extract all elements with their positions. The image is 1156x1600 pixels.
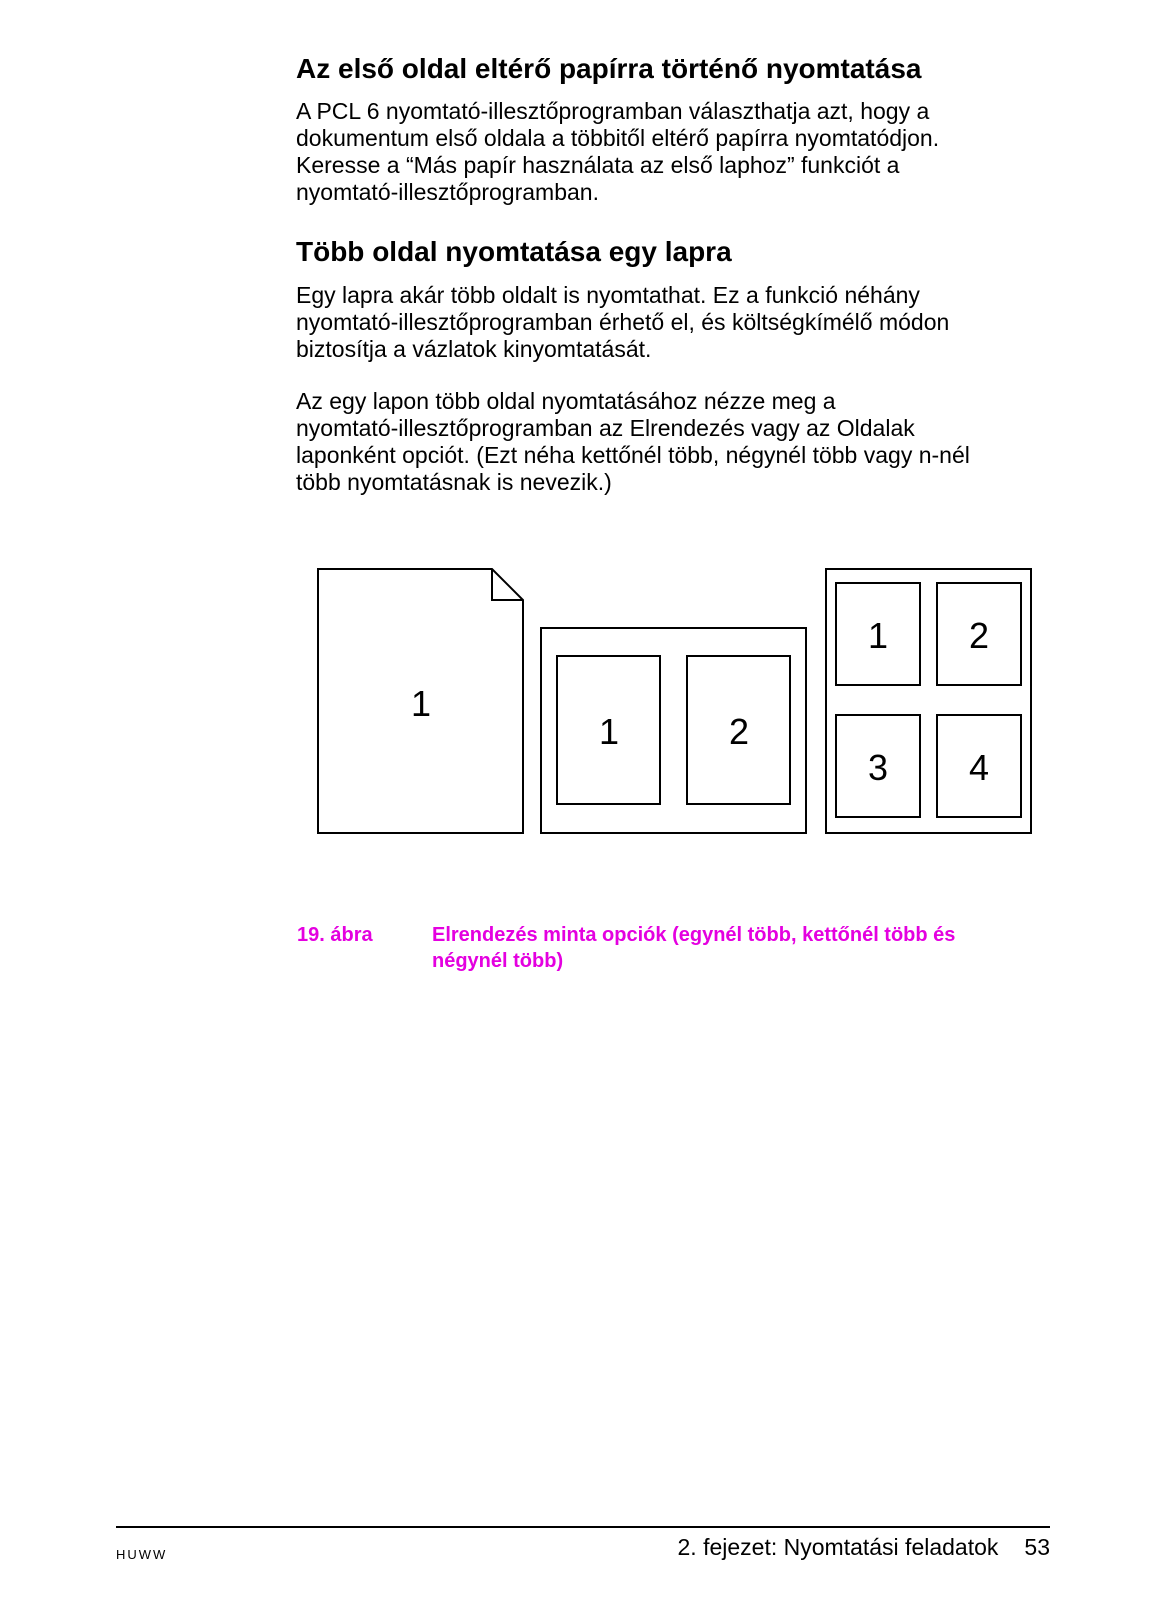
paragraph-line: A PCL 6 nyomtató-illesztőprogramban választhatja azt, hogy a (296, 98, 930, 124)
footer-chapter-title: 2. fejezet: Nyomtatási feladatok (677, 1534, 999, 1560)
section-heading-first-page: Az első oldal eltérő papírra történő nyomtatása (296, 53, 922, 84)
paragraph-line: Az egy lapon több oldal nyomtatásához nézze meg a (296, 388, 836, 414)
paragraph-line: Egy lapra akár több oldalt is nyomtathat. Ez a funkció néhány (296, 282, 920, 308)
two-up-sheet (541, 628, 806, 833)
section-heading-multiple-pages: Több oldal nyomtatása egy lapra (296, 236, 732, 267)
caption-line: négynél több) (432, 950, 564, 972)
paragraph-line: nyomtató-illesztőprogramban. (296, 179, 599, 205)
paragraph-line: biztosítja a vázlatok kinyomtatását. (296, 336, 652, 362)
four-up-page-number: 3 (867, 747, 889, 788)
paragraph-line: Keresse a “Más papír használata az első laphoz” funkciót a (296, 152, 900, 178)
footer-locale-code: HUWW (116, 1547, 168, 1562)
page-number: 53 (1024, 1534, 1050, 1560)
footer-divider (116, 1526, 1050, 1528)
four-up-page-number: 2 (968, 615, 990, 656)
four-up-sheet (826, 569, 1031, 833)
paragraph-line: laponként opciót. (Ezt néha kettőnél több, négynél több vagy n-nél (296, 442, 970, 468)
four-up-page-number: 4 (968, 747, 990, 788)
paragraph-line: dokumentum első oldala a többitől eltérő papírra nyomtatódjon. (296, 125, 940, 151)
caption-line: Elrendezés minta opciók (egynél több, kettőnél több és (432, 924, 956, 946)
two-up-page-number: 2 (728, 711, 750, 752)
four-up-page-number: 1 (867, 615, 889, 656)
figure-caption-label: 19. ábra (297, 924, 373, 946)
paragraph-line: több nyomtatásnak is nevezik.) (296, 469, 612, 495)
paragraph-line: nyomtató-illesztőprogramban az Elrendezés vagy az Oldalak (296, 415, 915, 441)
two-up-page-number: 1 (598, 711, 620, 752)
footer-chapter-info (678, 1534, 1050, 1561)
figure-caption-text (432, 922, 1052, 974)
paragraph-line: nyomtató-illesztőprogramban érhető el, és költségkímélő módon (296, 309, 950, 335)
single-page-number: 1 (410, 683, 432, 724)
